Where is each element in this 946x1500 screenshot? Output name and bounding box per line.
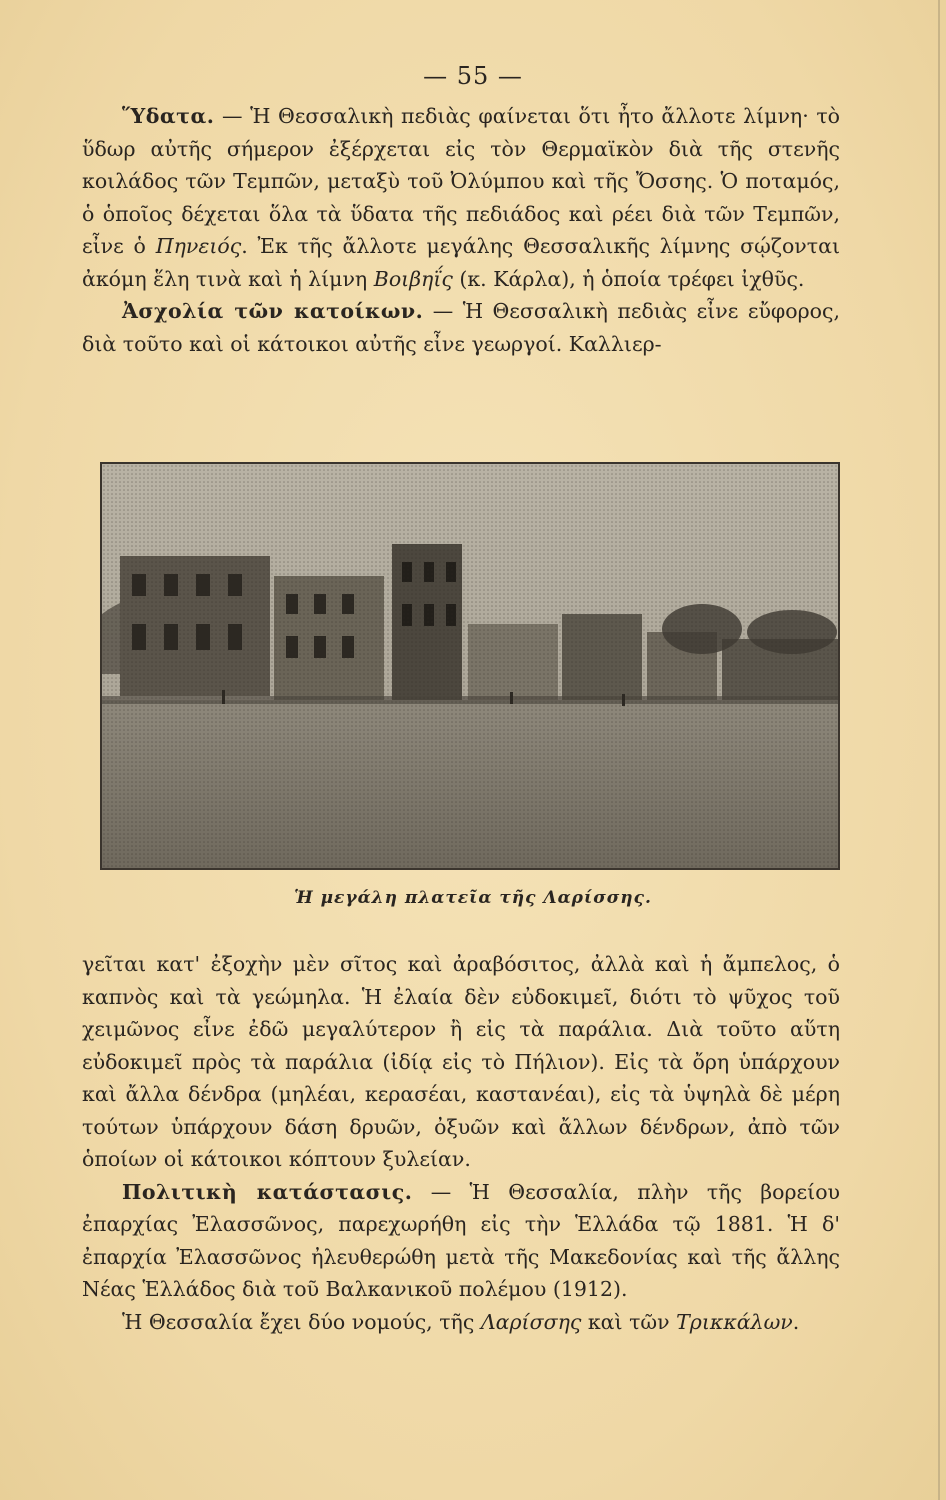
paragraph-occupations-cont — [82, 948, 840, 1176]
heading-occupations: Ἀσχολία τῶν κατοίκων. — [122, 299, 424, 323]
paragraph-political — [82, 1176, 840, 1306]
figure-caption: Ἡ μεγάλη πλατεῖα τῆς Λαρίσσης. — [294, 888, 652, 908]
lake-name: Βοιβηΐς — [373, 266, 453, 291]
political-text-2: Ἡ Θεσσαλία ἔχει δύο νομούς, τῆς — [122, 1309, 481, 1334]
prefecture-trikala: Τρικκάλων — [676, 1309, 793, 1334]
page-number: — 55 — — [423, 62, 523, 90]
occupations-text-1: — Ἡ Θεσσαλικὴ πεδιὰς εἶνε εὔφορος, διὰ τοῦτο καὶ οἱ κάτοικοι αὐτῆς εἶνε γεωργοί. Καλλιερ- — [82, 299, 841, 356]
text-block-top — [82, 100, 840, 360]
heading-waters: Ὕδατα. — [122, 104, 215, 128]
waters-text-2: . Ἐκ τῆς ἄλλοτε μεγάλης Θεσσαλικῆς λίμνης σῴζονται ἀκόμη ἕλη τινὰ καὶ ἡ λίμνη — [82, 234, 840, 291]
political-text-1: — Ἡ Θεσσαλία, πλὴν τῆς βορείου ἐπαρχίας Ἐλασσῶνος, παρεχωρήθη εἰς τὴν Ἑλλάδα τῷ 1881. Ἡ δ' ἐπαρχία Ἐλασσῶνος ἠλευθερώθη μετὰ τῆς Μακεδονίας καὶ τῆς ἄλλης Νέας Ἑλλάδος διὰ τοῦ Βαλκανικοῦ πολέμου (1912). — [82, 1179, 841, 1301]
halftone-photo — [102, 464, 838, 868]
political-text-4: . — [792, 1309, 800, 1334]
occupations-text-2: γεῖται κατ' ἐξοχὴν μὲν σῖτος καὶ ἀραβόσιτος, ἀλλὰ καὶ ἡ ἄμπελος, ὁ καπνὸς καὶ τὰ γεώμηλα. Ἡ ἐλαία δὲν εὐδοκιμεῖ, διότι τὸ ψῦχος τοῦ χειμῶνος εἶνε ἐδῶ μεγαλύτερον ἢ εἰς τὰ παράλια. Διὰ τοῦτο αὕτη εὐδοκιμεῖ πρὸς τὰ παράλια (ἰδίᾳ εἰς τὸ Πήλιον). Εἰς τὰ ὄρη ὑπάρχουν καὶ ἄλλα δένδρα (μηλέαι, κερασέαι, καστανέαι), εἰς τὰ ὑψηλὰ δὲ μέρη τούτων ὑπάρχουν δάση δρυῶν, ὀξυῶν καὶ ἄλλων δένδρων, ἀπὸ τῶν ὁποίων οἱ κάτοικοι κόπτουν ξυλείαν. — [82, 952, 840, 1171]
waters-text-1: — Ἡ Θεσσαλικὴ πεδιὰς φαίνεται ὅτι ἦτο ἄλλοτε λίμνη· τὸ ὕδωρ αὐτῆς σήμερον ἐξέρχεται εἰς τὸν Θερμαϊκὸν διὰ τῆς στενῆς κοιλάδος τῶν Τεμπῶν, μεταξὺ τοῦ Ὀλύμπου καὶ τῆς Ὄσσης. Ὁ ποταμός, ὁ ὁποῖος δέχεται ὅλα τὰ ὕδατα τῆς πεδιάδος καὶ ρέει διὰ τῶν Τεμπῶν, εἶνε ὁ — [82, 104, 840, 258]
river-name: Πηνειός — [155, 234, 242, 258]
political-text-3: καὶ τῶν — [581, 1309, 677, 1334]
text-block-bottom — [82, 948, 840, 1338]
page-edge-rule — [938, 0, 940, 1500]
photo-larissa-square — [100, 462, 840, 870]
paragraph-occupations-start — [82, 295, 840, 360]
waters-text-3: (κ. Κάρλα), ἡ ὁποία τρέφει ἰχθῦς. — [452, 266, 805, 291]
paragraph-prefectures — [82, 1306, 840, 1339]
heading-political: Πολιτικὴ κατάστασις. — [122, 1179, 413, 1204]
prefecture-larissa: Λαρίσσης — [480, 1309, 582, 1334]
paragraph-waters — [82, 100, 840, 295]
